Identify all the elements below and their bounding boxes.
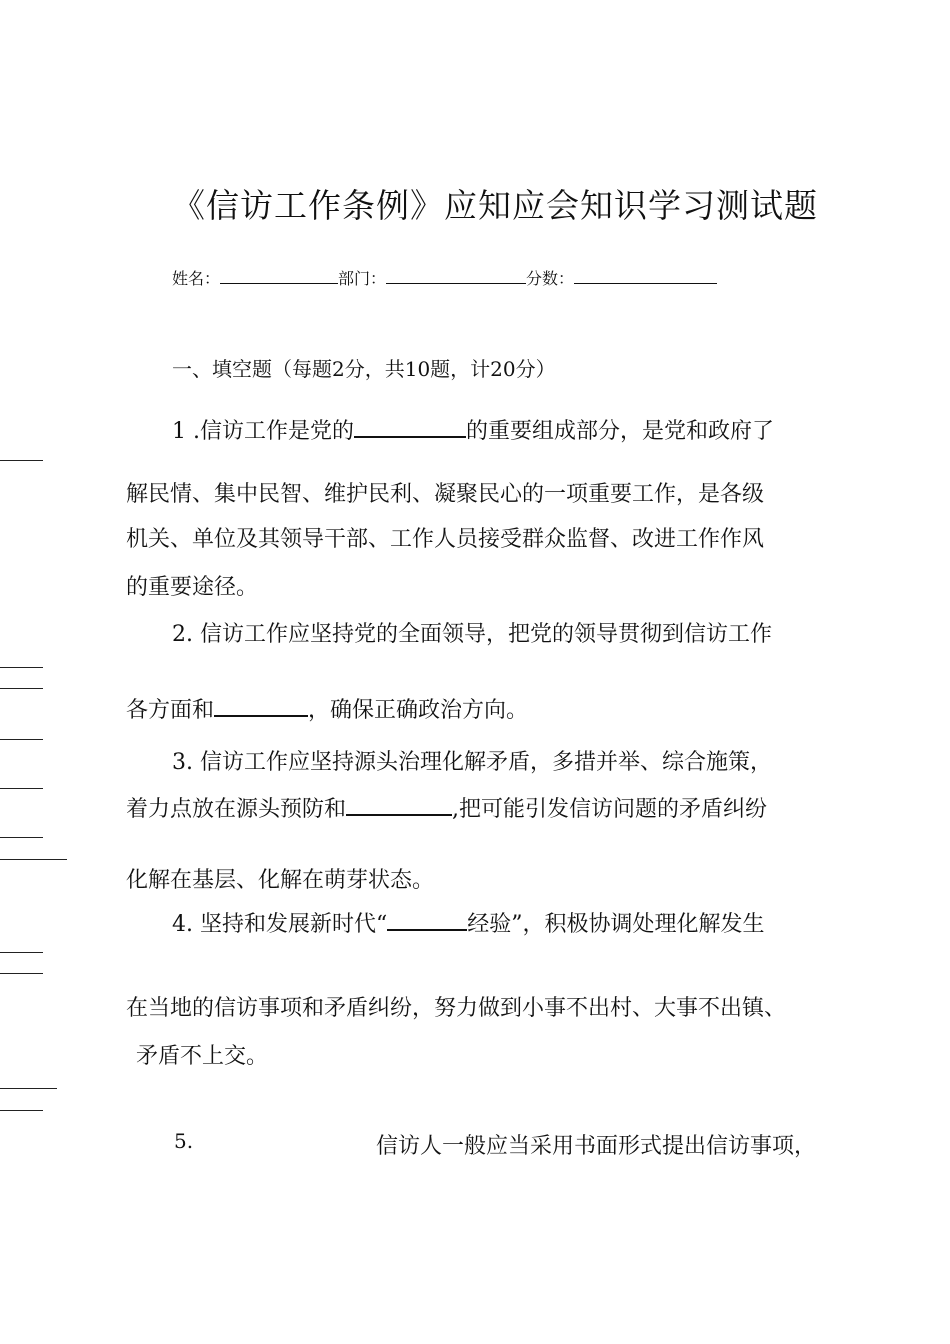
q1-line-1 — [172, 414, 774, 445]
q4-line-1 — [172, 907, 764, 938]
q3-text-b1: 着力点放在源头预防和 — [126, 797, 347, 822]
q1-line-2: 解民情、集中民智、维护民利、凝聚民心的一项重要工作，是各级 — [126, 482, 765, 507]
dept-label: 部门： — [338, 269, 387, 288]
margin-rule — [0, 688, 43, 689]
q3-line-3: 化解在基层、化解在萌芽状态。 — [126, 868, 435, 893]
score-blank[interactable] — [574, 269, 717, 284]
score-label: 分数： — [526, 269, 575, 288]
q1-text-b: 的重要组成部分，是党和政府了 — [465, 419, 774, 444]
margin-rule — [0, 973, 43, 974]
dept-blank[interactable] — [386, 269, 526, 284]
q4-line-3: 矛盾不上交。 — [136, 1044, 269, 1069]
q5-number: 5. — [174, 1129, 194, 1153]
q2-line-2 — [126, 693, 528, 724]
q3-line-2 — [126, 792, 767, 823]
q2-text-b1: 各方面和 — [126, 698, 215, 723]
q4-text-a2: 经验”，积极协调处理化解发生 — [467, 912, 765, 937]
q2-line-1: 2. 信访工作应坚持党的全面领导，把党的领导贯彻到信访工作 — [172, 622, 772, 647]
section-heading: 一、填空题（每题2分，共10题，计20分） — [172, 357, 556, 381]
q4-text-a1: 4. 坚持和发展新时代“ — [172, 912, 388, 937]
q3-blank[interactable] — [346, 792, 452, 816]
q3-text-b2: ,把可能引发信访问题的矛盾纠纷 — [452, 797, 768, 822]
q5-text: 信访人一般应当采用书面形式提出信访事项， — [376, 1134, 817, 1159]
margin-rule — [0, 1110, 43, 1111]
q3-line-1: 3. 信访工作应坚持源头治理化解矛盾，多措并举、综合施策， — [172, 750, 772, 775]
margin-rule — [0, 859, 67, 860]
q2-blank[interactable] — [214, 693, 308, 717]
margin-rule — [0, 952, 43, 953]
margin-rule — [0, 667, 43, 668]
name-label: 姓名： — [172, 269, 221, 288]
document-title: 《信访工作条例》应知应会知识学习测试题 — [172, 186, 818, 225]
margin-rule — [0, 1088, 57, 1089]
info-fields — [172, 266, 717, 289]
q2-text-b2: ，确保正确政治方向。 — [308, 698, 529, 723]
q1-text-a: 1 .信访工作是党的 — [172, 419, 354, 444]
margin-rule — [0, 788, 43, 789]
margin-rule — [0, 739, 43, 740]
q4-line-2: 在当地的信访事项和矛盾纠纷，努力做到小事不出村、大事不出镇、 — [126, 996, 787, 1021]
name-blank[interactable] — [220, 269, 338, 284]
q1-line-4: 的重要途径。 — [126, 575, 259, 600]
margin-rule — [0, 837, 43, 838]
margin-rule — [0, 460, 43, 461]
q1-line-3: 机关、单位及其领导干部、工作人员接受群众监督、改进工作作风 — [126, 527, 765, 552]
q1-blank[interactable] — [354, 414, 466, 438]
q4-blank[interactable] — [387, 907, 467, 931]
